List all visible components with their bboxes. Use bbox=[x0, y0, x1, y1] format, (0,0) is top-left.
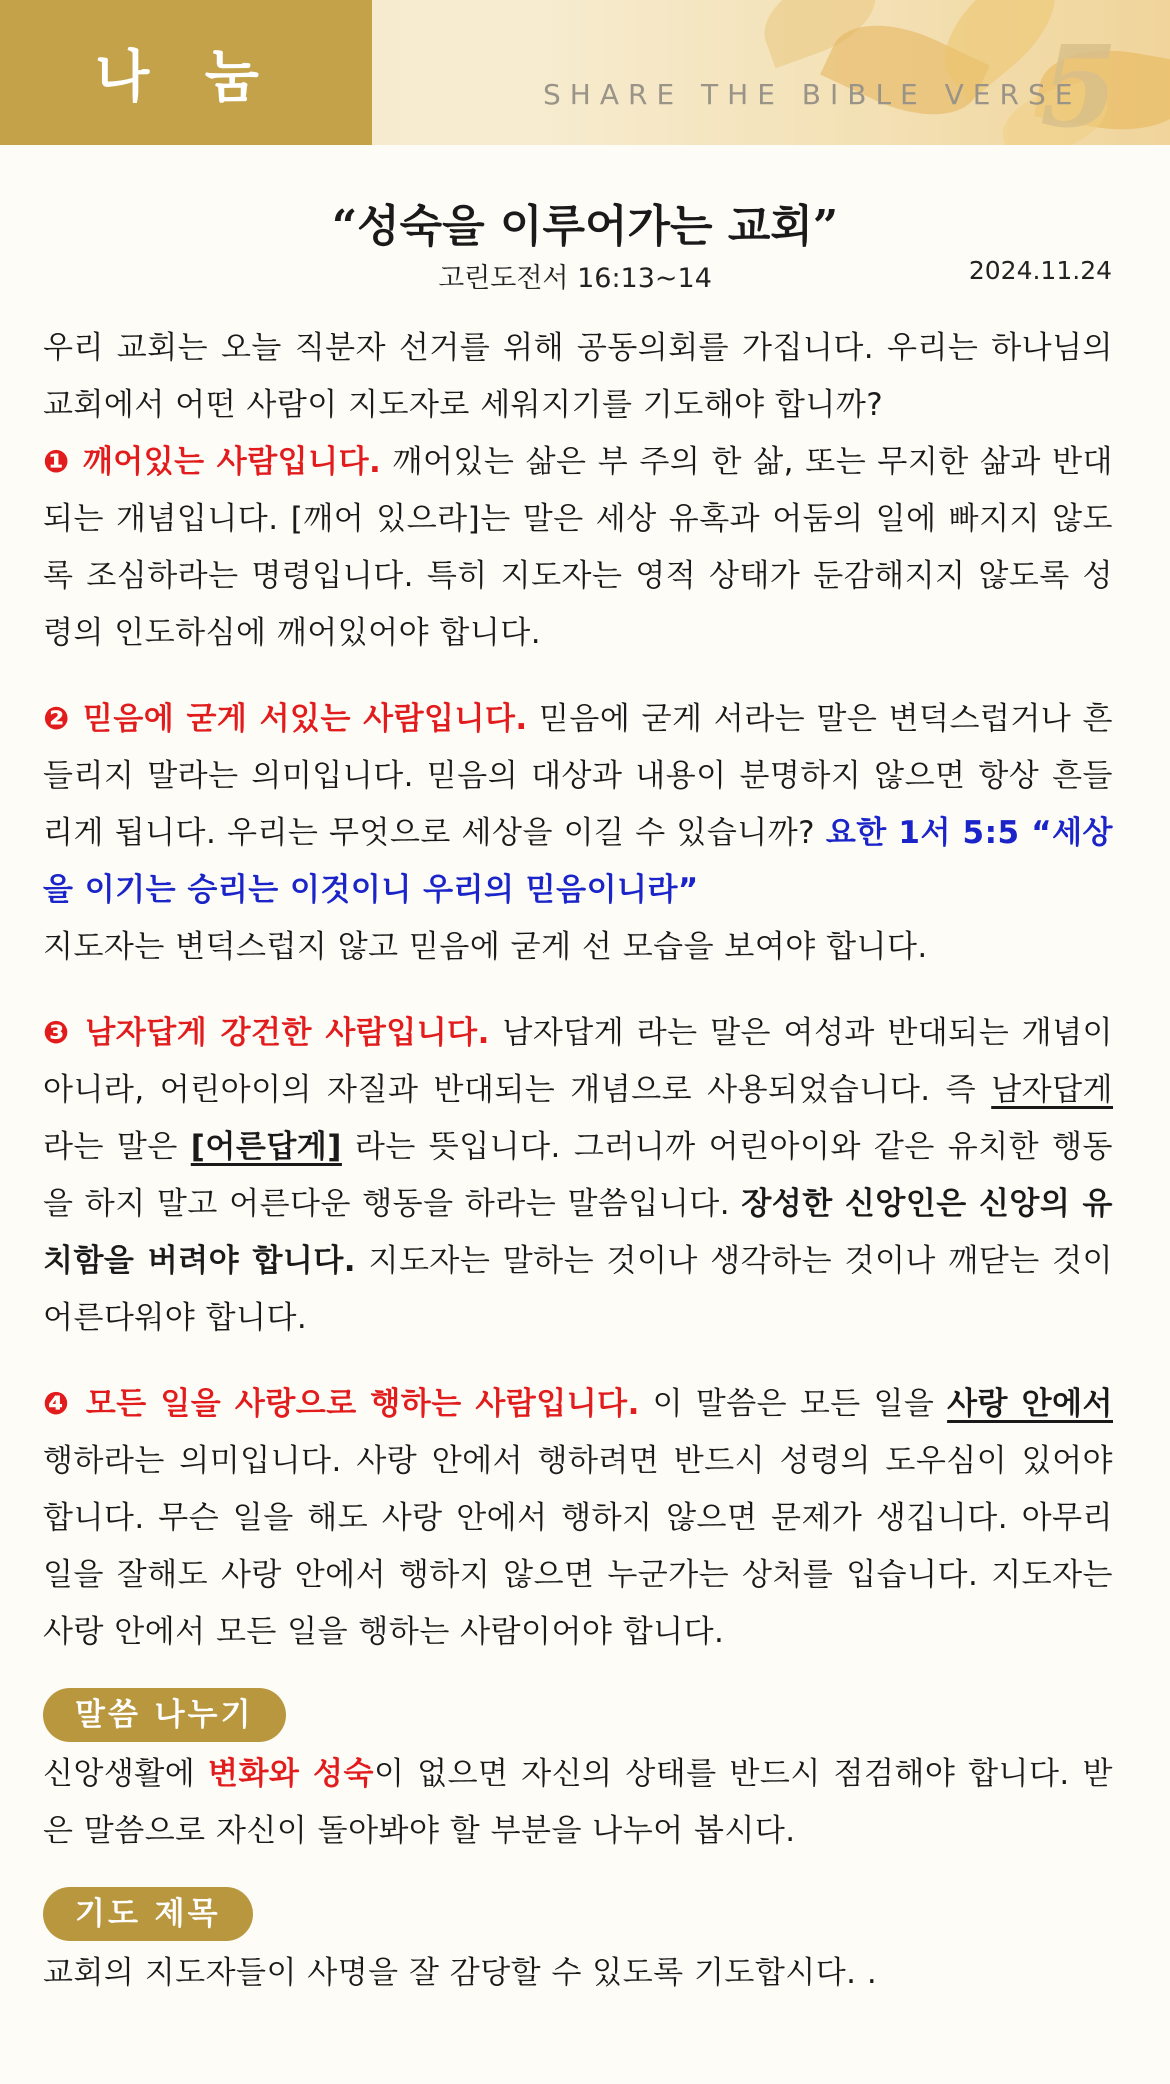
point-3-body-4: 지도자는 말하는 것이나 생각하는 것이나 깨닫는 것이 어른다워야 합니다. bbox=[43, 1243, 1113, 1336]
section-tag-label: 나 눔 bbox=[95, 44, 277, 110]
section-tag bbox=[0, 0, 372, 145]
prayer-label: 기도 제목 bbox=[43, 1887, 253, 1941]
point-1-body: 깨어있는 삶은 부 주의 한 삶, 또는 무지한 삶과 반대되는 개념입니다. [깨어 있으라]는 말은 세상 유혹과 어둠의 일에 빠지지 않도록 조심하라는 명령입니다. 특히 지도자는 영적 상태가 둔감해지지 않도록 성령의 인도하심에 깨어있어야 합니다. bbox=[43, 444, 1114, 651]
sermon-body bbox=[43, 320, 1113, 2002]
sharing-label: 말씀 나누기 bbox=[43, 1688, 286, 1742]
point-3-heading: ❸ 남자답게 강건한 사람입니다. bbox=[43, 1015, 490, 1051]
prayer-text-content: 교회의 지도자들이 사명을 잘 감당할 수 있도록 기도합시다. . bbox=[43, 1955, 878, 1991]
intro-text: 우리 교회는 오늘 직분자 선거를 위해 공동의회를 가집니다. 우리는 하나님의 교회에서 어떤 사람이 지도자로 세워지기를 기도해야 합니까? bbox=[43, 330, 1113, 423]
header-banner bbox=[0, 0, 1170, 145]
point-2 bbox=[43, 691, 1113, 919]
point-3-bold: 장성한 신앙인은 신앙의 유치함을 버려야 합니다. bbox=[43, 1186, 1113, 1279]
point-2-verse: 요한 1서 5:5 “세상을 이기는 승리는 이것이니 우리의 믿음이니라” bbox=[43, 815, 1113, 908]
prayer-label-wrap bbox=[43, 1886, 1113, 1943]
point-1 bbox=[43, 434, 1113, 662]
point-4-heading: ❹ 모든 일을 사랑으로 행하는 사람입니다. bbox=[43, 1386, 640, 1422]
sharing-highlight: 변화와 성숙 bbox=[208, 1756, 374, 1792]
sermon-title: “성숙을 이루어가는 교회” bbox=[331, 201, 839, 252]
sharing-text bbox=[43, 1746, 1113, 1860]
sharing-label-wrap bbox=[43, 1687, 1113, 1744]
point-4 bbox=[43, 1376, 1113, 1661]
sermon-date: 2024.11.24 bbox=[968, 256, 1112, 285]
point-3-body-1: 남자답게 라는 말은 여성과 반대되는 개념이 아니라, 어린아이의 자질과 반대되는 개념으로 사용되었습니다. 즉 bbox=[43, 1015, 1113, 1108]
point-2-body: 믿음에 굳게 서라는 말은 변덕스럽거나 흔들리지 말라는 의미입니다. 믿음의 대상과 내용이 분명하지 않으면 항상 흔들리게 됩니다. 우리는 무엇으로 세상을 이길 수 있습니까? bbox=[43, 701, 1113, 851]
issue-number: 5 bbox=[1040, 22, 1118, 145]
point-2-after-text: 지도자는 변덕스럽지 않고 믿음에 굳게 선 모습을 보여야 합니다. bbox=[43, 929, 928, 965]
point-3 bbox=[43, 1005, 1113, 1347]
point-2-after bbox=[43, 919, 1113, 976]
point-1-heading: ❶ 깨어있는 사람입니다. bbox=[43, 444, 382, 480]
point-4-underline: 사랑 안에서 bbox=[947, 1386, 1113, 1422]
point-4-body-1: 이 말씀은 모든 일을 bbox=[639, 1386, 948, 1422]
point-3-underline-1: 남자답게 bbox=[991, 1072, 1113, 1108]
prayer-text bbox=[43, 1945, 1113, 2002]
intro-paragraph bbox=[43, 320, 1113, 434]
point-3-body-3: 라는 뜻입니다. 그러니까 어린아이와 같은 유치한 행동을 하지 말고 어른다운 행동을 하라는 말씀입니다. bbox=[43, 1129, 1113, 1222]
point-4-body-2: 행하라는 의미입니다. 사랑 안에서 행하려면 반드시 성령의 도우심이 있어야 합니다. 무슨 일을 해도 사랑 안에서 행하지 않으면 문제가 생깁니다. 아무리 일을 잘해도 사랑 안에서 행하지 않으면 누군가는 상처를 입습니다. 지도자는 사랑 안에서 모든 일을 행하는 사람이어야 합니다. bbox=[43, 1443, 1113, 1650]
header-subtitle: SHARE THE BIBLE VERSE bbox=[543, 78, 1082, 111]
sharing-text-2: 이 없으면 자신의 상태를 반드시 점검해야 합니다. 받은 말씀으로 자신이 돌아봐야 할 부분을 나누어 봅시다. bbox=[43, 1756, 1113, 1849]
scripture-reference: 고린도전서 16:13~14 bbox=[438, 263, 712, 294]
point-3-underline-2: [어른답게] bbox=[190, 1129, 342, 1165]
point-3-body-2: 라는 말은 bbox=[43, 1129, 191, 1165]
point-2-heading: ❷ 믿음에 굳게 서있는 사람입니다. bbox=[43, 701, 528, 737]
sharing-text-1: 신앙생활에 bbox=[43, 1756, 208, 1792]
